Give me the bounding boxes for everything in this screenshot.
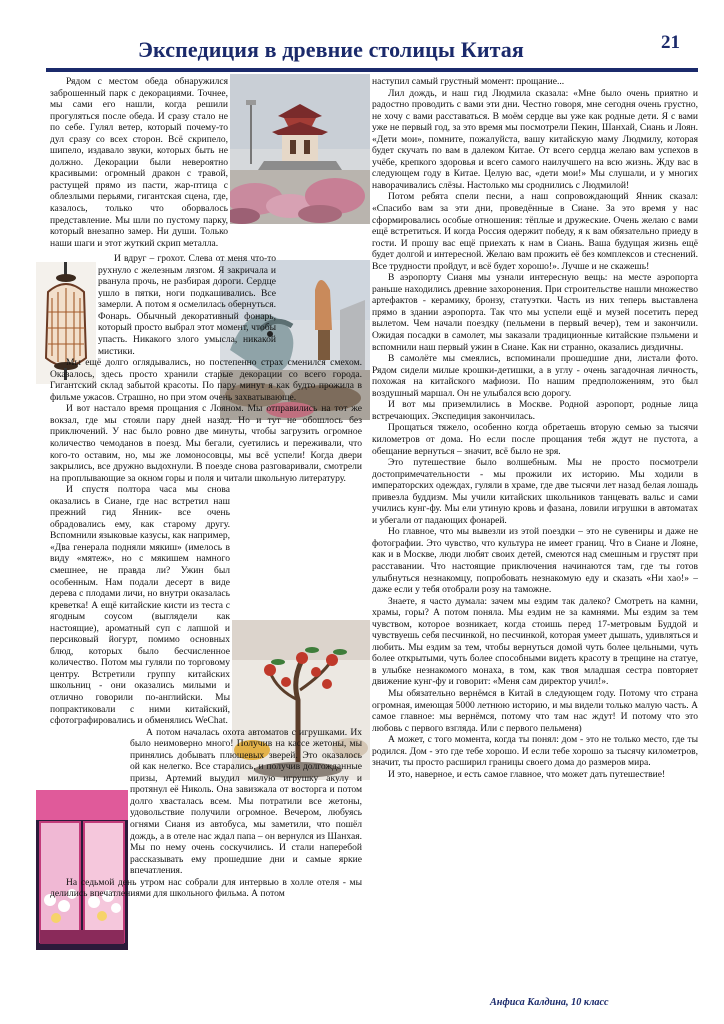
left-para-5-wrap xyxy=(50,484,230,726)
article-paragraph: А может, с того момента, когда ты понял: дом - это не только место, где ты родился. Дом - это где тебе хорошо. И если тебе хорошо за тысячу километров, значит, ты просто расширил границы своего дома до размеров мира. xyxy=(372,734,698,769)
article-paragraph: В аэропорту Сианя мы узнали интересную вещь: на месте аэропорта раньше находились древние захоронения. При строительстве нашли множество артефактов - керамику, бронзу, статуэтки. Часть из них теперь выставлена прямо в здании аэропорта. Так что мы успели ещё и музей посетить перед вылетом. Чем начали поездку (пельмени в первый вечер), тем и закончили. Ожидая посадки в самолет, мы заказали традиционные китайские пэльмени и вспомнили наш первый ужин в Сиане. Как ни странно, оказались диздичны. xyxy=(372,272,698,353)
article-paragraph: Мы ещё долго оглядывались, но постепенно страх сменился смехом. Оказалось, здесь просто хранили старые декорации со всего города. Гигантский склад забытой красоты. По пару минут я как будто прожила в фильме ужасов. Страшно, но при этом очень захватывающе. xyxy=(50,357,362,403)
left-column xyxy=(50,76,362,996)
article-paragraph: И вдруг – грохот. Слева от меня что-то рухнуло с железным лязгом. Я закричала и рванула прочь, не разбирая дороги. Сердце ушло в пятки, ноги подкашивались. Все замерли. А потом я осмелилась обернуться. Фонарь. Обычный декоративный фонарь, который просто выбрал этот момент, чтобы упасть. Никакого злого умысла, никакой мистики. xyxy=(98,253,276,357)
article-paragraph: И вот мы приземлились в Москве. Родной аэропорт, родные лица встречающих. Экспедиция закончилась. xyxy=(372,399,698,422)
page-title: Экспедиция в древние столицы Китая xyxy=(138,37,524,62)
article-paragraph: Потом ребята спели песни, а наш сопровождающий Янник сказал: «Спасибо вам за эти дни, проведённые в Сиане. За это время у нас сформировались особые отношения: тёплые и дружеские. Очень желаю с вами ещё встретиться. И когда Россия одержит победу, я к вам обязательно приеду в гости. И прошу вас ещё приехать к нам в Сиань. Ваша будущая жизнь ещё будет долгой и интересной. Желаю вам прожить её без комплексов и стеснений. Все трудности пройдут, и всё будет хорошо!». Лучше и не скажешь! xyxy=(372,191,698,272)
left-para-1-wrap xyxy=(50,76,228,249)
article-paragraph: В самолёте мы смеялись, вспоминали прошедшие дни, листали фото. Рядом сидели милые крошки-детишки, а в углу - очень загадочная личность, похожая на китайского мафиози. По нашим предположениям, это был воздушный маршал. Он не улыбался всю дорогу. xyxy=(372,353,698,399)
right-column xyxy=(372,76,698,996)
article-paragraph: И вот настало время прощания с Лояном. Мы отправились на тот же вокзал, где мы стояли пару дней назад. Но и тут не обошлось без приключений. У нас было ровно две минуты, чтобы загрузить огромное количество чемоданов в поезд. Мы бегали, суетились и переживали, что кого-то оставим, но, мы же ломоносовцы, мы всё успели! Когда двери закрылись, все дружно выдохнули. В поезде снова разговаривали, смотрели на проплывающие за окном горы и поля и читали школьную литературу. xyxy=(50,403,362,484)
page-number: 21 xyxy=(661,32,680,53)
article-paragraph: Рядом с местом обеда обнаружился заброшенный парк с декорациями. Точнее, мы сами его нашли, когда решили прогуляться после обеда. И сразу стало не по себе. Гулял ветер, который почему-то дул сразу со всех сторон. Всё скрипело, шипело, издавало звуки, которых быть не должно. Декорации были невероятно красивыми: огромный дракон с травой, растущей прямо из пасти, жар-птица с облезлыми перьями, гигантская сцена, где, казалось, только что оборвалось представление. Мы шли по пустому парку, который внезапно замер. Ни души. Только наши шаги и этот жуткий скрип металла. xyxy=(50,76,228,249)
left-para-6-wrap xyxy=(130,727,362,877)
article-paragraph: На седьмой день утром нас собрали для интервью в холле отеля - мы делились впечатлениями для школьного фильма. А потом xyxy=(50,876,362,900)
article-paragraph: А потом началась охота автоматов с игрушками. Их было неимоверно много! Получив на кассе жетоны, мы принялись добывать плюшевых зверей. Это оказалось ой как нелегко. Все старались, и получив долгожданные призы, Артемий выудил милую игрушку акулу и протянул её Николь. Она завизжала от восторга и потом долго хвасталась всем. Мы потратили все жетоны, удовольствие получили огромное. Вечером, любуясь огнями Сианя из автобуса, мы заметили, что пошёл дождь, а в отеле нас ждал папа – он вернулся из Шанхая. Мы по нему очень соскучились. И стали наперебой рассказывать ему прошедшие дни и самые яркие впечатления. xyxy=(130,726,362,877)
article-paragraph: Лил дождь, и наш гид Людмила сказала: «Мне было очень приятно и радостно проводить с вами эти дни. Честно говоря, мне сегодня очень грустно, не хочу с вами расставаться. В моём сердце вы уже как родные дети. Я с вами уже не первый год, за это время мы посмотрели Пекин, Шанхай, Сиань и Лоян. «Дети мои», помните, пожалуйста, вашу китайскую маму Людмилу, которая будет скучать по вам в далеком Китае. От всего сердца желаю вам успехов в учёбе, крепкого здоровья и всего самого наилучшего на всю жизнь. Жду вас в следующем году в Китае. Целую вас, «дети мои!» Мы слушали, и у многих наворачивались слёзы. Настолько мы сроднились с Людмилой! xyxy=(372,87,698,191)
article-paragraph: Знаете, я часто думала: зачем мы ездим так далеко? Смотреть на камни, храмы, горы? А потом поняла. Мы ездим не за камнями. Мы ездим за тем чувством, которое возникает, когда стоишь перед 17-метровым Буддой и чувствуешь себя песчинкой, но песчинкой, которая умеет дышать, удивляться и любить. Мы ездим за тем, чтобы вернуться домой чуть более цельными, чуть более открытыми, чуть более способными видеть красоту в трещине на статуе, в улыбке незнакомого монаха, в том, как твоя младшая сестра повторяет движение кунг-фу и говорит: «Меня сам директор учил!». xyxy=(372,595,698,688)
article-paragraph: И спустя полтора часа мы снова оказались в Сиане, где нас встретил наш прежний гид Янник- все очень обрадовались ему, как старому другу. Вспомнили языковые казусы, как например, «Два генерала подняли мякиш» (имелось в виду «мятеж», но с мякишем намного смешнее, не правда ли? Ужин был особенным. Нам подали десерт в виде дерева с плодами личи, но внутри оказалась креветка! А ещё китайские кисти из теста с ягодным соусом (выглядели как настоящие), ароматный суп с лапшой и персиковый йогурт, помимо основных блюд, которых было бесчисленное количество. Потом мы гуляли по торговому центру. Встретили группу китайских школьниц - они оказались милыми и отлично говорили по-английски. Мы попрактиковали с ними китайский, сфотографировались и обменялись WeChat. xyxy=(50,484,230,727)
article-paragraph: Мы обязательно вернёмся в Китай в следующем году. Потому что страна огромная, имеющая 5000 летнюю историю, и мы видели только малую часть. А самое главное: мы вернёмся, потому что там нас ждут! И потому что это любовь с первого взгляда. Или с первого пельменя) xyxy=(372,687,698,734)
article-paragraph: наступил самый грустный момент: прощание... xyxy=(372,76,565,87)
left-para-2-wrap xyxy=(98,253,276,357)
page-header xyxy=(0,28,724,68)
article-paragraph: И это, наверное, и есть самое главное, что может дать путешествие! xyxy=(388,768,666,780)
author-signature: Анфиса Калдина, 10 класс xyxy=(490,997,609,1008)
article-paragraph: Но главное, что мы вывезли из этой поездки – это не сувениры и даже не фотографии. Это чувство, что культура не имеет границ. Что в Сиане и Лояне, как и в Москве, люди любят своих детей, смеются над смешным и грустят при расставании. Что настоящие приключения начинаются там, где ты готов улыбнуться незнакомцу, попробовать незнакомую еду и сказать «Ни хао!» – даже если у тебя отобрали розу на таможне. xyxy=(372,526,698,596)
title-rule xyxy=(46,68,698,72)
article-paragraph: Прощаться тяжело, особенно когда обретаешь вторую семью за тысячи километров от дома. Но если после прощания тебя ждут не пустота, а обещание вернуться – значит, всё было не зря. xyxy=(372,422,698,457)
article-paragraph: Это путешествие было волшебным. Мы не просто посмотрели достопримечательности - мы прожили их историю. Мы ходили в императорских одеждах, гуляли в храме, где две тысячи лет назад белая лошадь привезла буддизм. Мы учили китайских школьников танцевать вальс и сами учились кунг-фу. Мы ели утиную кровь и фазана, ловили игрушки в автоматах и убегали от падающих фонарей. xyxy=(372,457,698,526)
